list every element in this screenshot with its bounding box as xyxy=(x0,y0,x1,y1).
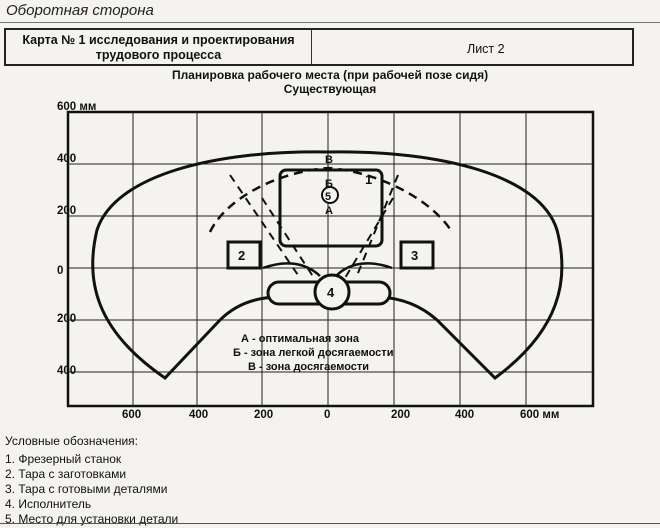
y-label-400-top: 400 xyxy=(57,153,77,165)
marker-3: 3 xyxy=(411,248,419,263)
legend-item: 2. Тара с заготовками xyxy=(5,467,127,481)
marker-2: 2 xyxy=(238,248,246,263)
bottom-divider xyxy=(0,523,660,524)
y-label-0: 0 xyxy=(57,265,64,277)
marker-a: А xyxy=(325,205,333,217)
marker-b: Б xyxy=(325,178,333,190)
marker-5: 5 xyxy=(325,191,332,203)
zone-legend-b: Б - зона легкой досягаемости xyxy=(233,347,394,359)
x-label-600-right: 600 мм xyxy=(520,409,560,421)
card-title-line1: Карта № 1 исследования и проектирования xyxy=(22,33,295,47)
x-label-200-left: 200 xyxy=(254,409,274,421)
marker-4: 4 xyxy=(327,285,335,300)
zone-legend-a: А - оптимальная зона xyxy=(241,333,360,345)
x-label-0: 0 xyxy=(324,409,331,421)
x-label-600-left: 600 xyxy=(122,409,142,421)
x-label-400-left: 400 xyxy=(189,409,209,421)
axis-top-label: 600 мм xyxy=(57,101,97,113)
x-label-200-right: 200 xyxy=(391,409,411,421)
legend-item: 3. Тара с готовыми деталями xyxy=(5,482,168,496)
legend-item: 4. Исполнитель xyxy=(5,497,92,511)
plan-title: Планировка рабочего места (при рабочей позе сидя) xyxy=(171,68,489,82)
legend-title: Условные обозначения: xyxy=(5,434,138,448)
page-caption: Оборотная сторона xyxy=(6,2,154,19)
legend xyxy=(5,434,178,527)
zone-legend-v: В - зона досягаемости xyxy=(248,361,370,373)
legend-item: 1. Фрезерный станок xyxy=(5,452,122,466)
y-label-200-top: 200 xyxy=(57,205,77,217)
card-title-line2: трудового процесса xyxy=(95,48,222,62)
y-label-200-bottom: 200 xyxy=(57,313,77,325)
x-label-400-right: 400 xyxy=(455,409,475,421)
marker-v: В xyxy=(325,154,333,166)
y-label-400-bottom: 400 xyxy=(57,365,77,377)
legend-item: 5. Место для установки детали xyxy=(5,512,179,526)
marker-1: 1 xyxy=(365,172,373,187)
sheet-number: Лист 2 xyxy=(467,42,505,56)
plan-subtitle: Существующая xyxy=(283,82,377,96)
